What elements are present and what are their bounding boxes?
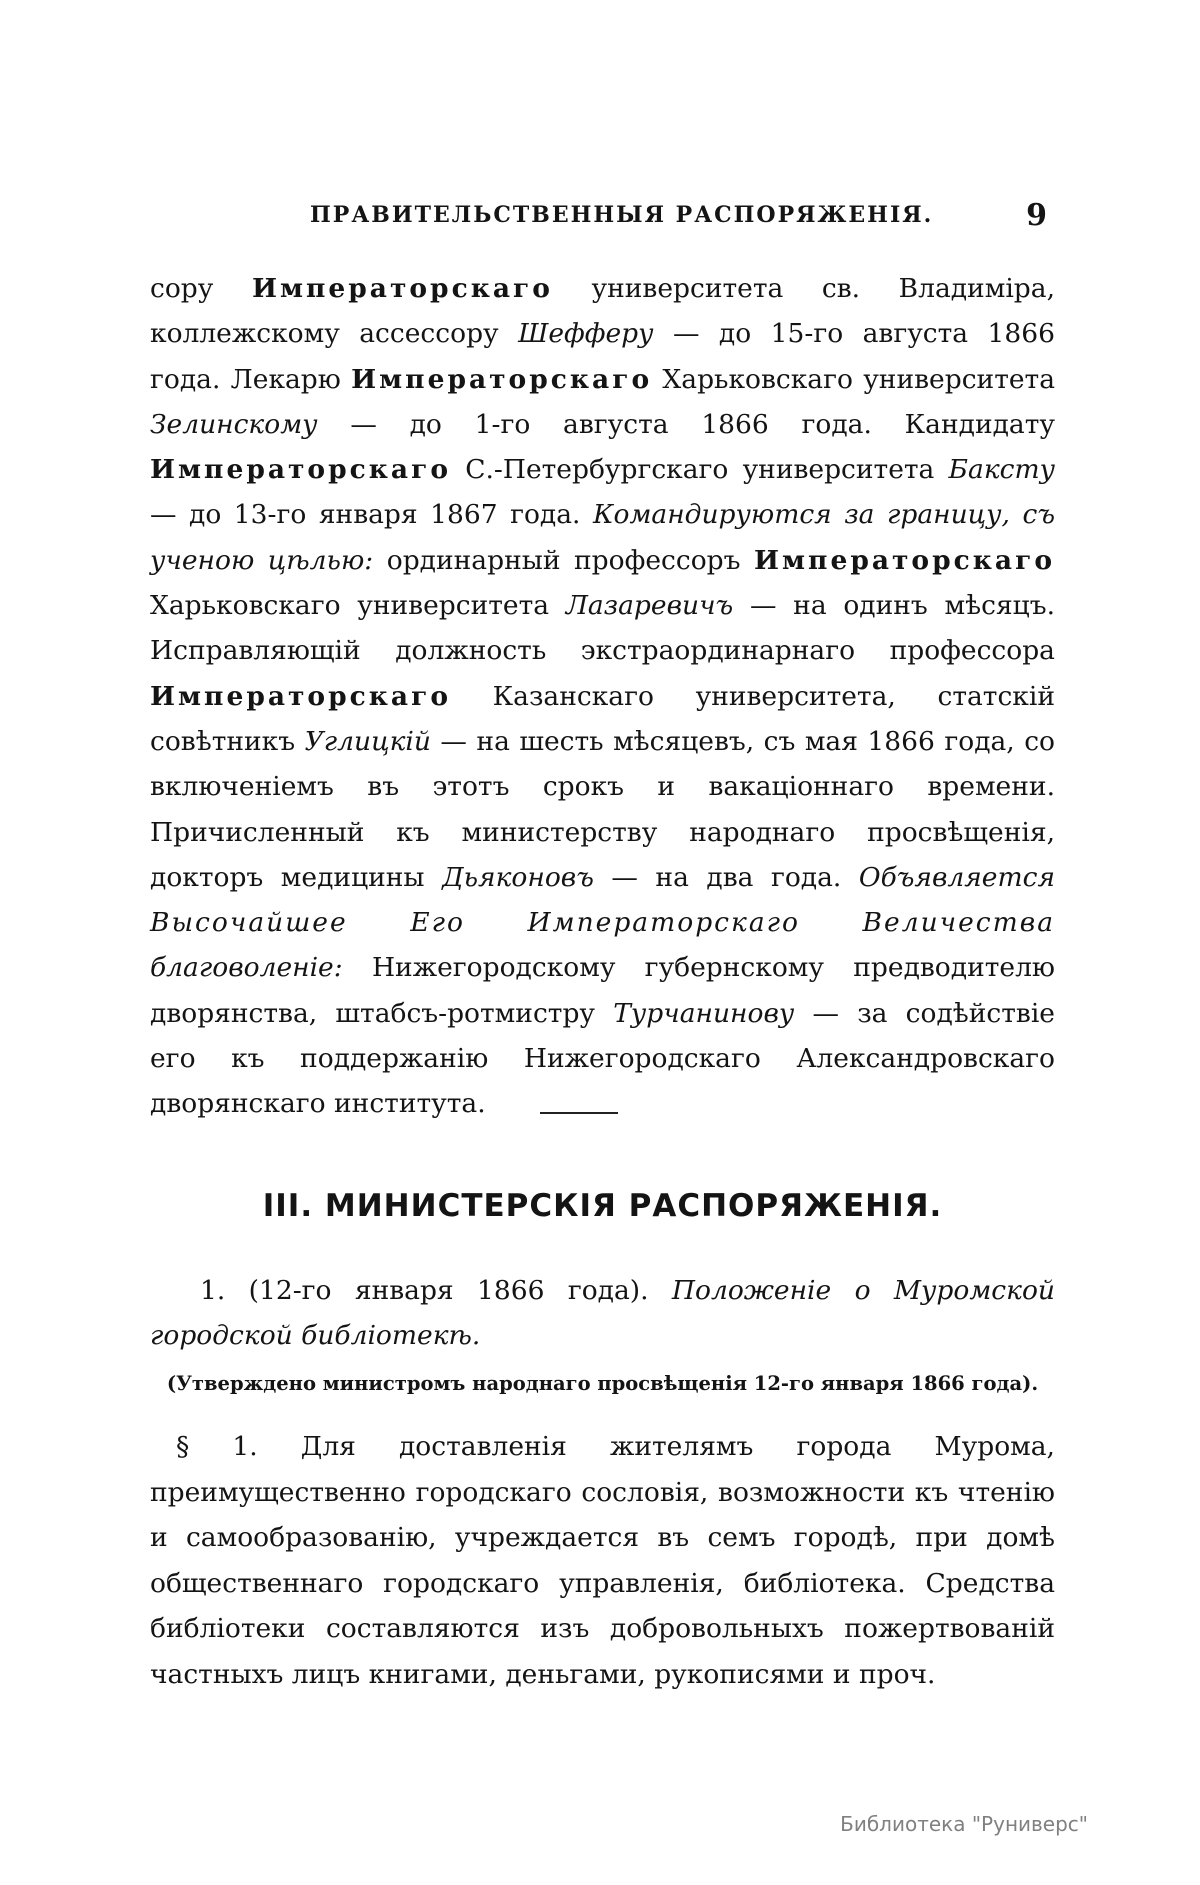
spaced-word: Императорскаго <box>150 454 451 486</box>
person-name: Баксту <box>948 454 1055 486</box>
spaced-word: Императорскаго <box>351 363 653 395</box>
person-name: Шефферу <box>518 318 654 350</box>
continued-paragraph <box>150 266 1055 1127</box>
spaced-word: Высочайшее Его Императорскаго Величества <box>150 907 1055 939</box>
italic-heading: Объявляется <box>858 861 1055 893</box>
spaced-word: Императорскаго <box>251 273 553 304</box>
text-run: Харьковскаго университета <box>652 363 1055 395</box>
text-run: Казанскаго университета, статскій совѣтникъ <box>150 680 1055 757</box>
italic-heading: Командируются за границу, съ ученою цѣлью: <box>150 499 1055 576</box>
text-run: — на два года. <box>593 861 859 893</box>
article-text <box>150 1424 1055 1697</box>
page-number: 9 <box>1026 198 1047 233</box>
text-run: сору <box>150 273 252 304</box>
article-body: Для доставленія жителямъ города Мурома, преимущественно городскаго сословія, возможности къ чтенію и самообразованію, учреждается въ семъ городѣ, при домѣ общественнаго городскаго управленія, библіотека. Средства библіотеки составляются изъ добровольныхъ пожертвованій частныхъ лицъ книгами, деньгами, рукописями и проч. <box>150 1431 1055 1690</box>
text-run: — до 15-го августа 1866 года. Лекарю <box>150 318 1055 395</box>
text-run: С.-Петербургскаго университета <box>451 454 949 486</box>
text-run: — за содѣйствіе его къ поддержанію Нижегородскаго Александровскаго дворянскаго института. <box>150 997 1055 1120</box>
section-divider <box>540 1112 618 1114</box>
article-paragraph <box>150 1424 1055 1697</box>
italic-heading: благоволеніе: <box>150 952 343 984</box>
section-title: III. МИНИСТЕРСКІЯ РАСПОРЯЖЕНІЯ. <box>262 1188 943 1224</box>
text-run: — до 1-го августа 1866 года. Кандидату <box>317 408 1055 440</box>
text-run: Харьковскаго университета <box>150 590 566 622</box>
article-number: § 1. <box>176 1431 258 1462</box>
person-name: Углицкій <box>304 725 431 757</box>
text-run: — до 13-го января 1867 года. <box>150 499 593 531</box>
person-name: Зелинскому <box>150 408 318 440</box>
decree-title: Положеніе о Муромской городской библіотекѣ. <box>150 1275 1055 1351</box>
spaced-word: Императорскаго <box>150 680 451 712</box>
decree-line <box>150 1268 1055 1358</box>
spaced-word: Императорскаго <box>754 544 1055 576</box>
text-run: — на одинъ мѣсяцъ. Исправляющій должность экстраординарнаго профессора <box>150 590 1055 667</box>
person-name: Дьяконовъ <box>442 861 594 893</box>
text-run: — на шесть мѣсяцевъ, съ мая 1866 года, со включеніемъ въ этотъ срокъ и вакаціоннаго времени. Причисленный къ министерству народнаго просвѣщенія, докторъ медицины <box>150 725 1056 893</box>
approval-note: (Утверждено министромъ народнаго просвѣщенія 12-го января 1866 года). <box>166 1372 1039 1395</box>
running-title: ПРАВИТЕЛЬСТВЕННЫЯ РАСПОРЯЖЕНІЯ. <box>310 202 934 228</box>
paragraph <box>150 266 1055 1127</box>
text-run: ординарный профессоръ <box>373 544 754 576</box>
library-watermark: Библиотека "Руниверс" <box>840 1812 1088 1836</box>
person-name: Лазаревичъ <box>565 590 734 622</box>
decree-heading <box>150 1268 1055 1358</box>
person-name: Турчанинову <box>613 997 795 1029</box>
running-head <box>150 198 1055 233</box>
decree-number-date: 1. (12-го января 1866 года). <box>200 1275 672 1306</box>
text-run: Нижегородскому губернскому предводителю дворянства, штабсъ-ротмистру <box>150 952 1055 1029</box>
text-run: университета св. Владиміра, коллежскому ассессору <box>150 273 1055 350</box>
